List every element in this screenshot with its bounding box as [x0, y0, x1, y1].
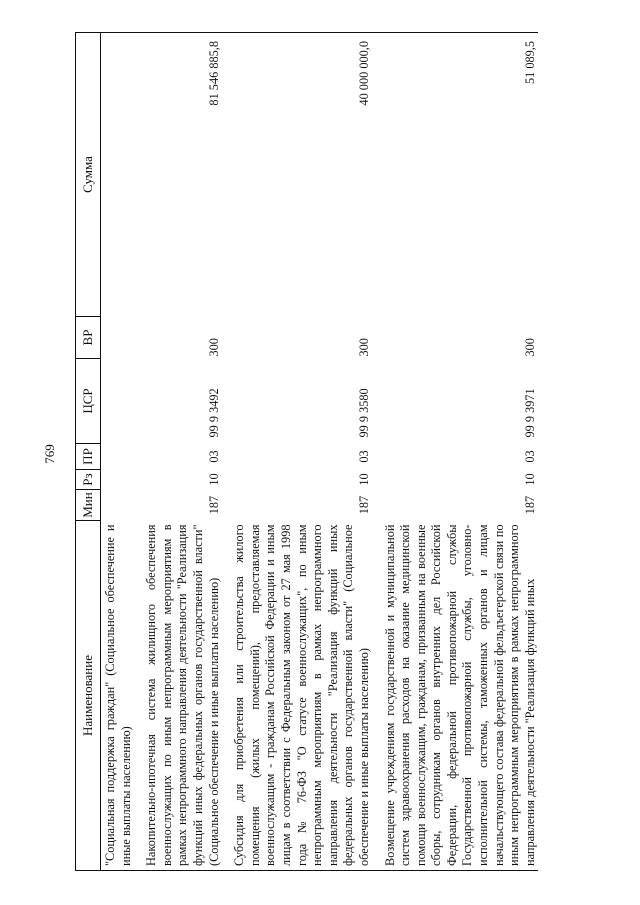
table-row — [134, 33, 222, 871]
header-name: Наименование — [76, 521, 101, 871]
row-min: 187 — [206, 495, 221, 515]
row-csr: 99 9 3971 — [522, 388, 537, 438]
row-name: "Социальная поддержка граждан" (Социальное обеспечение и иные выплаты населению) — [101, 521, 135, 871]
header-sum: Сумма — [76, 33, 101, 317]
table-header-row — [76, 33, 101, 871]
row-sum — [101, 33, 135, 317]
row-pr: 03 — [522, 450, 537, 463]
row-min: 187 — [522, 495, 537, 515]
row-pr — [101, 444, 135, 470]
row-rz — [101, 470, 135, 490]
row-min — [101, 490, 135, 521]
row-min: 187 — [356, 495, 371, 515]
header-rz: Рз — [76, 470, 101, 490]
header-csr: ЦСР — [76, 359, 101, 444]
header-vr: ВР — [76, 317, 101, 359]
row-csr: 99 9 3492 — [206, 388, 221, 438]
row-name: Возмещение учреждениям государственной и муниципальной систем здравоохранения расходов на оказание медицинской помощи военнослужащим, гражданам, призванным на военные сборы, сотрудникам органов внутренних дел Российской Федерации, федеральной противопожарной службы Государственной противопожарной службы, уголовно-исполнительной системы, таможенных органов и лицам начальствующего состава федеральной фельдъегерской связи по иным непрограммным мероприятиям в рамках непрограммного направления деятельности "Реализация функций иных — [373, 521, 539, 871]
row-vr: 300 — [522, 338, 537, 357]
row-sum: 51 089,5 — [373, 33, 539, 317]
row-csr — [101, 359, 135, 444]
header-pr: ПР — [76, 444, 101, 470]
row-rz: 10 — [206, 473, 221, 486]
row-name: Субсидия для приобретения или строительства жилого помещения (жилых помещений), предоставляемая военнослужащим - гражданам Российской Федерации и иным лицам в соответствии с Федеральным законом от 27 мая 1998 года № 76-ФЗ "О статусе военнослужащих", по иным непрограммным мероприятиям в рамках непрограммного направления деятельности "Реализация функций иных федеральных органов государственной власти" (Социальное обеспечение и иные выплаты населению) — [222, 521, 372, 871]
budget-table — [75, 32, 538, 871]
row-sum: 81 546 885,8 — [134, 33, 222, 317]
rotated-page-content — [75, 33, 565, 871]
page-number: 769 — [42, 444, 57, 464]
row-vr — [101, 317, 135, 359]
row-name: Накопительно-ипотечная система жилищного обеспечения военнослужащих по иным непрограммным мероприятиям в рамках непрограммного направления деятельности "Реализация функций иных федеральных органов государственной власти" (Социальное обеспечение и иные выплаты населению) — [134, 521, 222, 871]
row-rz: 10 — [356, 473, 371, 486]
row-rz: 10 — [522, 473, 537, 486]
row-csr: 99 9 3580 — [356, 388, 371, 438]
table-row — [373, 33, 539, 871]
row-pr: 03 — [206, 450, 221, 463]
row-sum: 40 000 000,0 — [222, 33, 372, 317]
row-pr: 03 — [356, 450, 371, 463]
header-min: Мин — [76, 490, 101, 521]
table-row — [222, 33, 372, 871]
row-vr: 300 — [356, 338, 371, 357]
table-row — [101, 33, 135, 871]
row-vr: 300 — [206, 338, 221, 357]
